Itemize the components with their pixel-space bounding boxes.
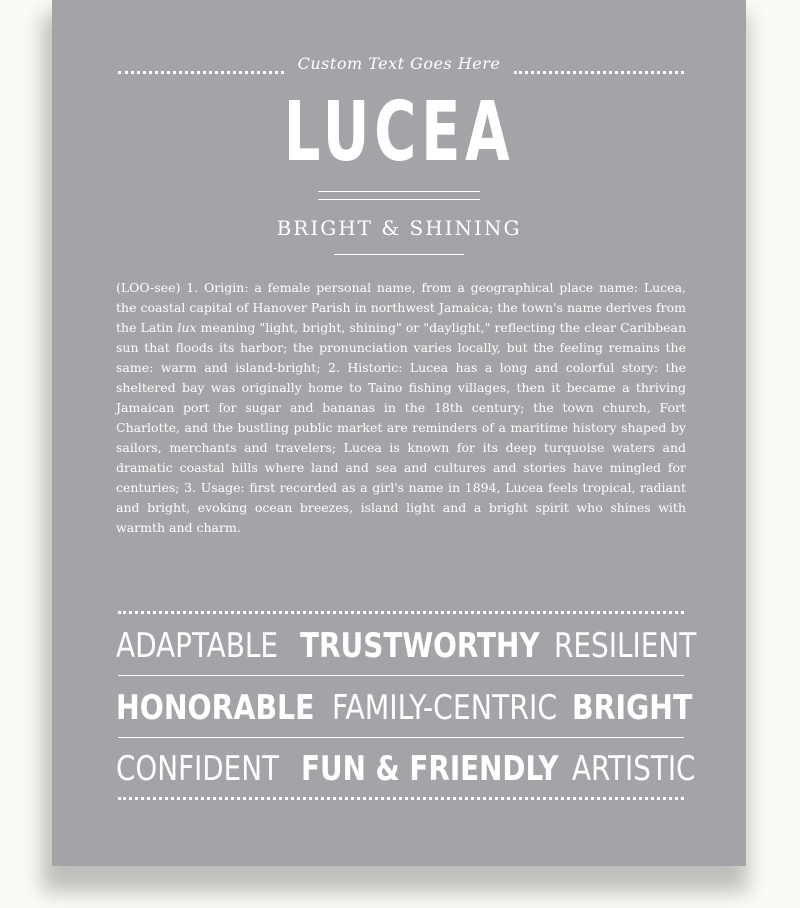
trait-word: BRIGHT	[572, 688, 693, 728]
dotted-divider-traits-top	[118, 611, 684, 614]
description-text-part-1: (LOO-see) 1. Origin: a female personal name, from a geographical place name: Lucea, the coastal capital of Hanover Parish in northwest Jamaica; the town's name derives from the Latin	[116, 280, 686, 335]
trait-word: CONFIDENT	[116, 749, 280, 789]
rule-upper-2	[318, 199, 480, 200]
rule-lower	[334, 254, 464, 255]
name-title: LUCEA	[283, 85, 515, 180]
trait-word: ADAPTABLE	[116, 626, 279, 666]
trait-word: FUN & FRIENDLY	[300, 749, 559, 789]
trait-row-3	[116, 747, 696, 791]
description-text-part-2: meaning "light, bright, shining" or "daylight," reflecting the clear Caribbean sun that floods its harbor; the pronunciation varies locally, but the feeling remains the same: warm and island-bright; 2. Historic: Lucea has a long and colorful story: the sheltered bay was originally home to Taino fishing villages, then it became a thriving Jamaican port for sugar and bananas in the 18th century; the town church, Fort Charlotte, and the bustling public market are reminders of a maritime history shaped by sailors, merchants and travelers; Lucea is known for its deep turquoise waters and dramatic coastal hills where land and sea and cultures and stories have mingled for centuries; 3. Usage: first recorded as a girl's name in 1894, Lucea feels tropical, radiant and bright, evoking ocean breezes, island light and a bright spirit who shines with warmth and charm.	[116, 320, 686, 535]
dotted-divider-traits-bottom	[118, 797, 684, 800]
trait-word: HONORABLE	[116, 688, 315, 728]
rule-upper-1	[318, 191, 480, 192]
trait-row-2	[116, 686, 693, 730]
trait-word: FAMILY-CENTRIC	[331, 688, 558, 728]
trait-separator-1	[118, 675, 684, 676]
trait-separator-2	[118, 737, 684, 738]
name-meaning: BRIGHT & SHINING	[276, 216, 522, 240]
trait-word: RESILIENT	[554, 626, 697, 666]
trait-word: TRUSTWORTHY	[299, 626, 540, 666]
name-description	[116, 278, 686, 538]
custom-text: Custom Text Goes Here	[297, 54, 501, 73]
description-latin-word: lux	[177, 320, 197, 335]
trait-row-1	[116, 624, 697, 668]
name-poster	[52, 0, 746, 866]
trait-word: ARTISTIC	[571, 749, 696, 789]
